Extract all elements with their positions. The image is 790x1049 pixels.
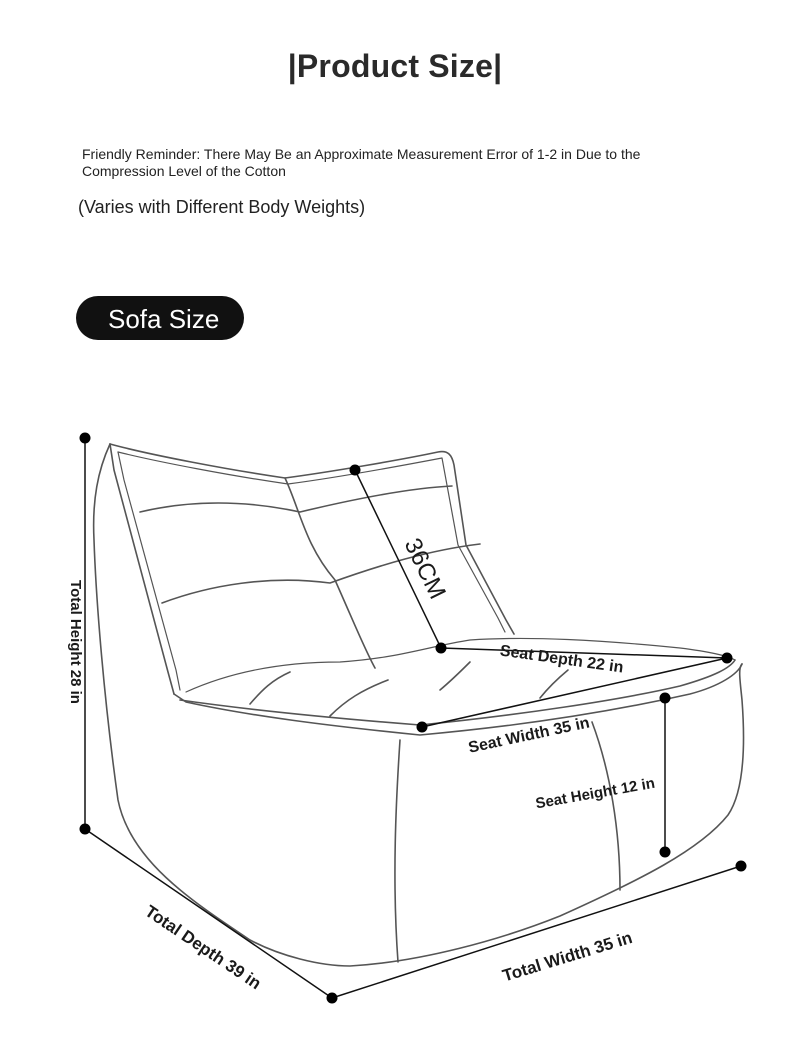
measurement-dot <box>660 847 671 858</box>
measurement-dot <box>436 643 447 654</box>
total-depth-label: Total Depth 39 in <box>141 901 265 994</box>
measurement-lines <box>85 438 741 998</box>
measurement-dot <box>80 824 91 835</box>
total-width-label: Total Width 35 in <box>500 927 635 986</box>
measurement-dot <box>327 993 338 1004</box>
total-height-label: Total Height 28 in <box>67 580 84 704</box>
total-width-line <box>332 866 741 998</box>
measurement-reminder: Friendly Reminder: There May Be an Approximate Measurement Error of 1-2 in Due to the Compression Level of the Cotton <box>82 146 641 179</box>
measurement-dot <box>80 433 91 444</box>
measurement-dot <box>722 653 733 664</box>
page-title: |Product Size| <box>287 48 503 84</box>
body-weight-note: (Varies with Different Body Weights) <box>78 197 366 217</box>
seat-width-label: Seat Width 35 in <box>466 714 592 757</box>
measurement-dot <box>350 465 361 476</box>
measurement-points <box>80 433 747 1004</box>
section-badge-label: Sofa Size <box>108 304 220 334</box>
measurement-dot <box>417 722 428 733</box>
measurement-dot <box>660 693 671 704</box>
measurement-dot <box>736 861 747 872</box>
seat-depth-label: Seat Depth 22 in <box>498 642 625 677</box>
total-depth-line <box>85 829 332 998</box>
backrest-height-label: 36CM <box>398 534 451 604</box>
sofa-illustration <box>94 444 744 966</box>
seat-height-label: Seat Height 12 in <box>534 774 657 813</box>
